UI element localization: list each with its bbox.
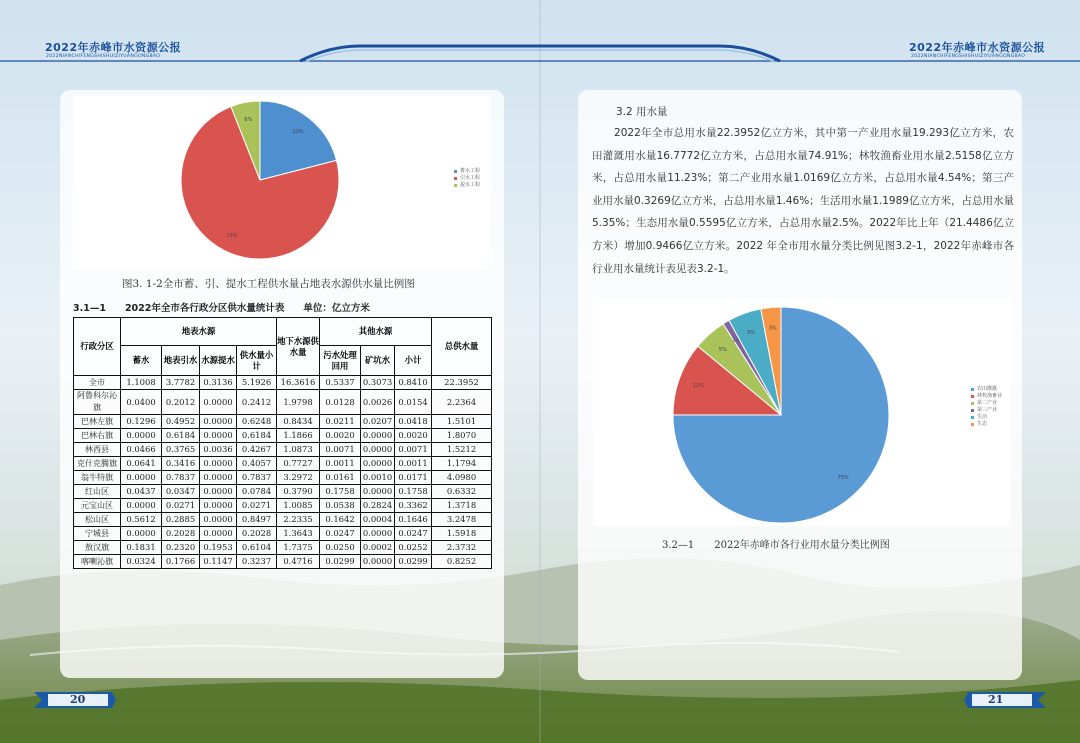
table-cell: 0.0000	[200, 513, 237, 527]
region-name: 元宝山区	[74, 499, 121, 513]
page-number-right: 21	[988, 693, 1004, 706]
table-cell: 0.2885	[162, 513, 200, 527]
table-cell: 0.1953	[200, 541, 237, 555]
header-surface-water: 地表水源	[121, 318, 277, 346]
table-cell: 0.8497	[237, 513, 277, 527]
table-cell: 0.0000	[361, 527, 395, 541]
header-lift: 水源提水	[200, 346, 237, 376]
table-cell: 0.0011	[395, 457, 432, 471]
table-cell: 0.7837	[162, 471, 200, 485]
table-cell: 0.0252	[395, 541, 432, 555]
header-mine-water: 矿坑水	[361, 346, 395, 376]
table-cell: 0.4267	[237, 443, 277, 457]
table-cell: 0.0299	[395, 555, 432, 569]
table-cell: 0.7727	[277, 457, 320, 471]
table-cell: 0.0000	[200, 527, 237, 541]
table-cell: 0.0000	[200, 471, 237, 485]
pie-slice-label: 5%	[718, 346, 727, 353]
table-cell: 0.0000	[200, 457, 237, 471]
table-cell: 0.0247	[320, 527, 361, 541]
table-cell: 0.3765	[162, 443, 200, 457]
table-cell: 0.2412	[237, 390, 277, 415]
pie-slice-label: 5%	[747, 330, 756, 337]
table-cell: 0.6332	[432, 485, 492, 499]
table-cell: 0.3237	[237, 555, 277, 569]
table-cell: 0.1831	[121, 541, 162, 555]
figure-caption-3-1-2: 图3. 1-2全市蓄、引、提水工程供水量占地表水源供水量比例图	[122, 278, 415, 290]
table-cell: 0.0418	[395, 415, 432, 429]
table-cell: 0.0000	[121, 471, 162, 485]
table-cell: 0.0247	[395, 527, 432, 541]
legend-label: 生态	[977, 421, 988, 427]
table-cell: 0.0271	[237, 499, 277, 513]
table-cell: 1.0085	[277, 499, 320, 513]
table-cell: 0.1646	[395, 513, 432, 527]
table-cell: 5.1926	[237, 376, 277, 390]
pie-slice-label: 75%	[837, 475, 849, 482]
header-groundwater: 地下水源供水量	[277, 318, 320, 376]
pie-slice-label: 6%	[244, 117, 253, 124]
region-name: 宁城县	[74, 527, 121, 541]
region-name: 林西县	[74, 443, 121, 457]
table-cell: 0.8410	[395, 376, 432, 390]
table-cell: 0.0000	[200, 499, 237, 513]
table-cell: 0.3073	[361, 376, 395, 390]
table-cell: 0.2028	[162, 527, 200, 541]
table-cell: 0.2028	[237, 527, 277, 541]
table-cell: 0.6184	[162, 429, 200, 443]
table-cell: 0.0000	[361, 555, 395, 569]
table-cell: 1.9798	[277, 390, 320, 415]
legend-label: 引水工程	[460, 175, 481, 181]
table-cell: 2.2364	[432, 390, 492, 415]
table-cell: 0.0154	[395, 390, 432, 415]
table-cell: 0.0000	[200, 485, 237, 499]
table-cell: 0.0000	[200, 429, 237, 443]
table-cell: 1.3643	[277, 527, 320, 541]
region-name: 红山区	[74, 485, 121, 499]
table-cell: 0.0466	[121, 443, 162, 457]
table-cell: 0.0020	[320, 429, 361, 443]
table-cell: 0.6184	[237, 429, 277, 443]
table-cell: 4.0980	[432, 471, 492, 485]
table-cell: 0.3136	[200, 376, 237, 390]
table-cell: 0.6104	[237, 541, 277, 555]
table-cell: 0.6248	[237, 415, 277, 429]
table-cell: 0.0128	[320, 390, 361, 415]
region-name: 喀喇沁旗	[74, 555, 121, 569]
table-cell: 0.0000	[361, 457, 395, 471]
table-cell: 1.5212	[432, 443, 492, 457]
table-cell: 0.2824	[361, 499, 395, 513]
table-cell: 1.1866	[277, 429, 320, 443]
table-cell: 0.0211	[320, 415, 361, 429]
table-cell: 3.2972	[277, 471, 320, 485]
table-cell: 0.0437	[121, 485, 162, 499]
region-name: 阿鲁科尔沁旗	[74, 390, 121, 415]
header-subtitle-right: 2022NIANCHIFENGSHISHUIZIYUANGONGBAO	[911, 54, 1026, 59]
table-cell: 1.1794	[432, 457, 492, 471]
figure-caption-3-2-1: 3.2—1 2022年赤峰市各行业用水量分类比例图	[662, 540, 890, 551]
page-number-left: 20	[70, 693, 86, 706]
table-cell: 0.1642	[320, 513, 361, 527]
table-cell: 0.1296	[121, 415, 162, 429]
table-cell: 2.3732	[432, 541, 492, 555]
table-cell: 0.3416	[162, 457, 200, 471]
pie-slice-label: 73%	[226, 233, 238, 240]
table-cell: 22.3952	[432, 376, 492, 390]
table-cell: 0.0011	[320, 457, 361, 471]
header-other-sources: 其他水源	[320, 318, 432, 346]
table-cell: 1.0873	[277, 443, 320, 457]
table-cell: 0.4057	[237, 457, 277, 471]
pie-slice-label: 1%	[732, 337, 741, 344]
table-cell: 0.3362	[395, 499, 432, 513]
table-cell: 0.1758	[320, 485, 361, 499]
table-cell: 16.3616	[277, 376, 320, 390]
table-cell: 0.8434	[277, 415, 320, 429]
table-cell: 0.0071	[320, 443, 361, 457]
table-cell: 0.0000	[200, 415, 237, 429]
table-cell: 3.7782	[162, 376, 200, 390]
body-paragraph: 2022年全市总用水量22.3952亿立方米，其中第一产业用水量19.293亿立方米，农田灌溉用水量16.7772亿立方米，占总用水量74.91%；林牧渔畜业用水量2.5158亿立方米，占总用水量11.23%；第二产业用水量1.0169亿立方米，占总用水量4.54%；第三产业用水量0.3269亿立方米，占总用水量1.46%；生活用水量1.1989亿立方米，占总用水量5.35%；生态用水量0.5595亿立方米，占总用水量2.5%。2022年比上年（21.4486亿立方米）增加0.9466亿立方米。2022 年全市用水量分类比例见图3.2-1，2022年赤峰市各行业用水量统计表见表3.2-1。	[592, 127, 1014, 275]
table-cell: 1.1008	[121, 376, 162, 390]
header-title-left: 2022年赤峰市水资源公报	[45, 41, 182, 54]
table-cell: 0.1766	[162, 555, 200, 569]
table-cell: 0.0020	[395, 429, 432, 443]
table-cell: 0.0324	[121, 555, 162, 569]
table-cell: 0.0161	[320, 471, 361, 485]
header-sewage-reuse: 污水处理回用	[320, 346, 361, 376]
table-cell: 0.0641	[121, 457, 162, 471]
table-cell: 0.0000	[121, 527, 162, 541]
table-cell: 3.2478	[432, 513, 492, 527]
table-cell: 0.0347	[162, 485, 200, 499]
table-cell: 0.1758	[395, 485, 432, 499]
table-cell: 0.8252	[432, 555, 492, 569]
table-cell: 0.0026	[361, 390, 395, 415]
table-cell: 0.7837	[237, 471, 277, 485]
table-cell: 1.5918	[432, 527, 492, 541]
table-cell: 2.2335	[277, 513, 320, 527]
region-name: 巴林右旗	[74, 429, 121, 443]
region-name: 克什克腾旗	[74, 457, 121, 471]
legend-label: 提水工程	[460, 182, 481, 188]
region-name: 敖汉旗	[74, 541, 121, 555]
table-cell: 0.5337	[320, 376, 361, 390]
table-cell: 0.0271	[162, 499, 200, 513]
legend-label: 农田灌溉	[977, 386, 998, 392]
legend-label: 蓄水工程	[460, 168, 481, 174]
table-cell: 0.0000	[361, 485, 395, 499]
table-cell: 0.2012	[162, 390, 200, 415]
legend-label: 第三产业	[977, 407, 998, 413]
table-cell: 0.2320	[162, 541, 200, 555]
table-cell: 0.0000	[361, 443, 395, 457]
region-name: 巴林左旗	[74, 415, 121, 429]
table-cell: 0.1147	[200, 555, 237, 569]
table-cell: 0.0000	[200, 390, 237, 415]
table-cell: 0.0071	[395, 443, 432, 457]
header-title-right: 2022年赤峰市水资源公报	[909, 41, 1046, 54]
header-diversion: 地表引水	[162, 346, 200, 376]
table-cell: 0.0000	[121, 429, 162, 443]
table-cell: 1.7375	[277, 541, 320, 555]
legend-label: 林牧渔畜业	[977, 393, 1003, 399]
section-heading: 3.2 用水量	[616, 106, 668, 118]
table-cell: 0.0036	[200, 443, 237, 457]
pie-slice-label: 21%	[292, 129, 304, 136]
legend-label: 第二产业	[977, 400, 998, 406]
table-title-3-1-1: 3.1—1 2022年全市各行政分区供水量统计表 单位：亿立方米	[73, 303, 370, 314]
region-name: 松山区	[74, 513, 121, 527]
table-cell: 0.0400	[121, 390, 162, 415]
table-cell: 0.0010	[361, 471, 395, 485]
header-total-supply: 总供水量	[432, 318, 492, 376]
table-cell: 1.5101	[432, 415, 492, 429]
header-storage: 蓄水	[121, 346, 162, 376]
table-cell: 0.4716	[277, 555, 320, 569]
table-cell: 0.0538	[320, 499, 361, 513]
table-cell: 0.0002	[361, 541, 395, 555]
table-cell: 0.0000	[121, 499, 162, 513]
table-cell: 0.3790	[277, 485, 320, 499]
region-name: 翁牛特旗	[74, 471, 121, 485]
table-cell: 0.5612	[121, 513, 162, 527]
legend-label: 生活	[977, 414, 988, 420]
table-cell: 1.3718	[432, 499, 492, 513]
header-surface-subtotal: 供水量小计	[237, 346, 277, 376]
table-cell: 0.0004	[361, 513, 395, 527]
table-cell: 0.0000	[361, 429, 395, 443]
header-subtitle-left: 2022NIANCHIFENGSHISHUIZIYUANGONGBAO	[46, 54, 161, 59]
header-region: 行政分区	[74, 318, 121, 376]
table-cell: 0.0171	[395, 471, 432, 485]
table-cell: 1.8070	[432, 429, 492, 443]
table-cell: 0.4952	[162, 415, 200, 429]
table-cell: 0.0250	[320, 541, 361, 555]
pie-slice-label: 3%	[768, 325, 777, 332]
region-name: 全市	[74, 376, 121, 390]
table-cell: 0.0784	[237, 485, 277, 499]
pie-slice-label: 11%	[692, 383, 704, 390]
table-cell: 0.0299	[320, 555, 361, 569]
header-other-subtotal: 小计	[395, 346, 432, 376]
table-cell: 0.0207	[361, 415, 395, 429]
